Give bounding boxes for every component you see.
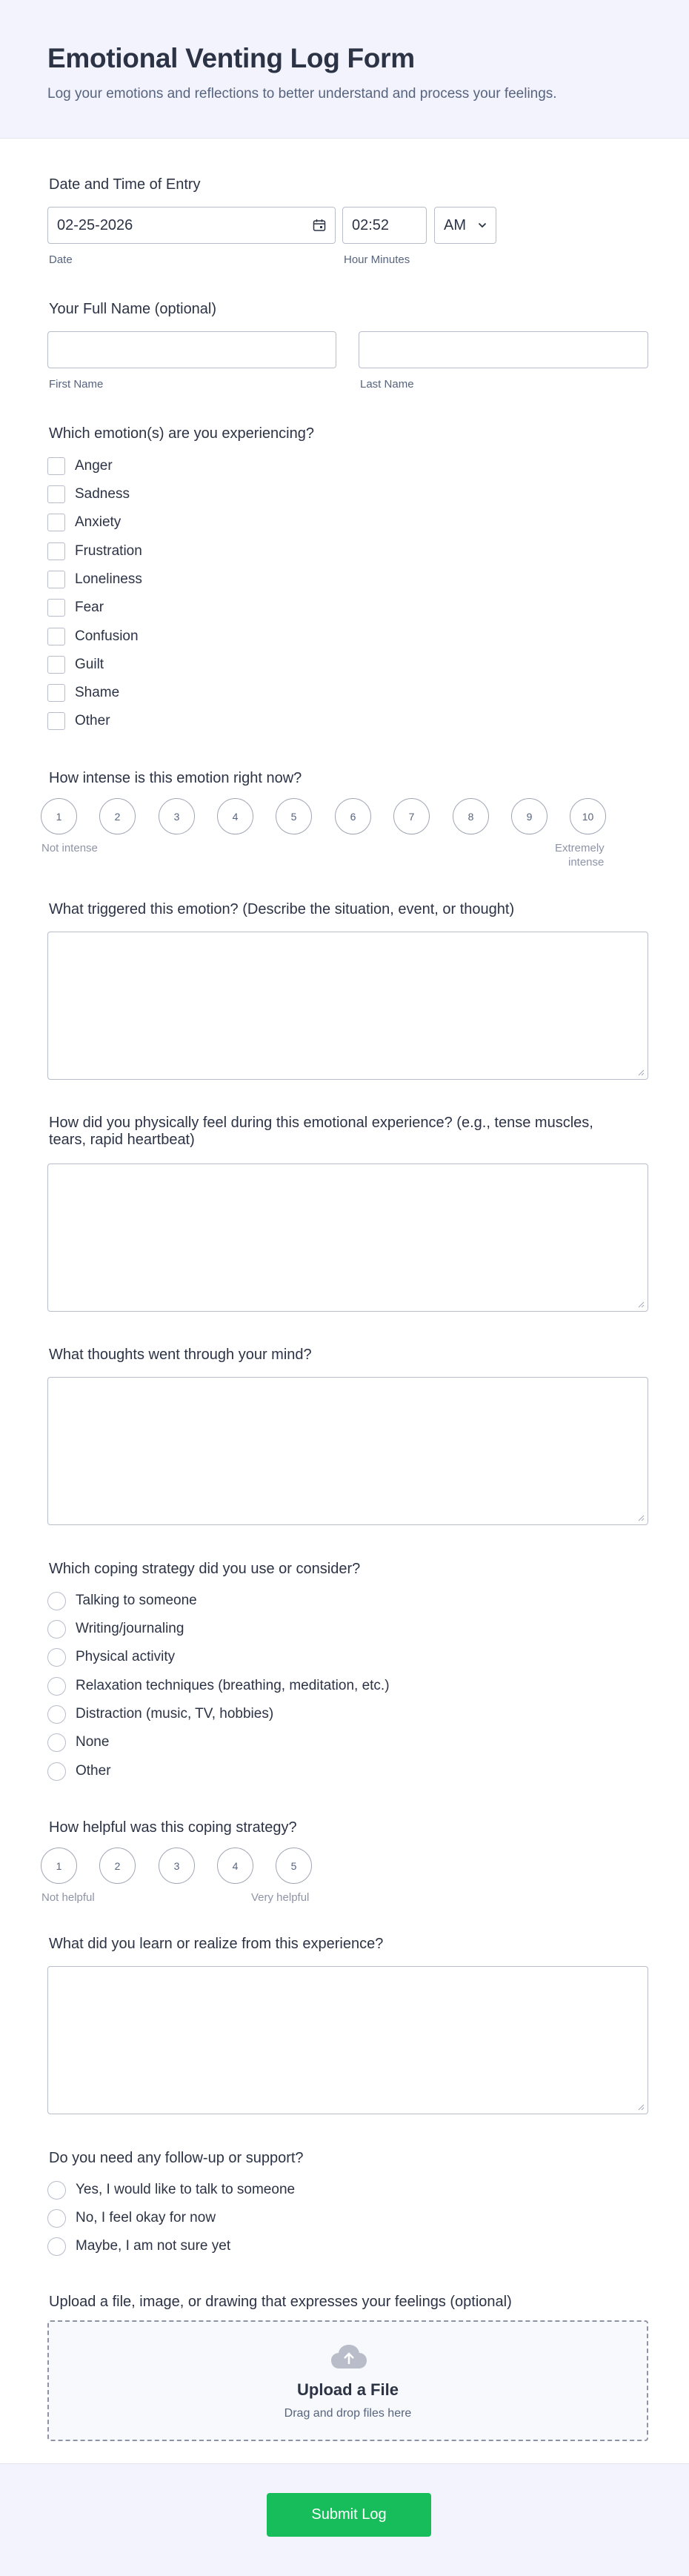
intensity-min-label: Not intense (41, 842, 98, 854)
checkbox[interactable] (47, 628, 65, 645)
checkbox[interactable] (47, 514, 65, 531)
emotion-option-label: Confusion (75, 628, 139, 644)
intensity-option[interactable]: 5 (276, 798, 312, 834)
coping-option-label: Writing/journaling (76, 1621, 184, 1636)
coping-option-label: Other (76, 1763, 111, 1779)
followup-option[interactable] (47, 2180, 295, 2200)
time-value: 02:52 (352, 216, 390, 233)
last-name-input[interactable] (359, 331, 648, 368)
checkbox[interactable] (47, 712, 65, 730)
radio-button[interactable] (47, 1592, 66, 1610)
first-name-input[interactable] (47, 331, 336, 368)
upload-hint: Drag and drop files here (284, 2407, 412, 2420)
coping-option-label: Talking to someone (76, 1593, 197, 1608)
helpful-option[interactable]: 2 (99, 1848, 136, 1884)
coping-option-label: Physical activity (76, 1649, 176, 1664)
emotion-option-label: Loneliness (75, 571, 142, 587)
learned-label: What did you learn or realize from this experience? (49, 1936, 384, 1952)
emotion-option-label: Other (75, 713, 110, 728)
resize-handle-icon[interactable] (637, 1301, 645, 1308)
emotion-option[interactable] (47, 655, 104, 674)
cloud-upload-icon (330, 2344, 367, 2369)
thoughts-label: What thoughts went through your mind? (49, 1347, 312, 1363)
emotion-option-label: Anxiety (75, 514, 122, 530)
emotions-label: Which emotion(s) are you experiencing? (49, 425, 314, 442)
radio-button[interactable] (47, 2209, 66, 2228)
date-value: 02-25-2026 (57, 216, 133, 233)
ampm-select[interactable] (434, 207, 496, 244)
file-upload-dropzone[interactable] (47, 2320, 648, 2441)
upload-title: Upload a File (297, 2380, 399, 2399)
intensity-max-label-line1: Extremely (555, 842, 605, 854)
coping-option[interactable] (47, 1704, 273, 1724)
form-title: Emotional Venting Log Form (47, 43, 415, 73)
emotion-option[interactable] (47, 683, 119, 703)
coping-option[interactable] (47, 1762, 111, 1781)
intensity-option[interactable]: 10 (570, 798, 606, 834)
helpful-label: How helpful was this coping strategy? (49, 1819, 297, 1836)
resize-handle-icon[interactable] (637, 1069, 645, 1076)
coping-option[interactable] (47, 1676, 390, 1696)
coping-option-label: Distraction (music, TV, hobbies) (76, 1706, 274, 1722)
emotion-option-label: Shame (75, 685, 120, 700)
form-header (0, 0, 689, 139)
emotion-option-label: Frustration (75, 543, 142, 559)
helpful-min-label: Not helpful (41, 1891, 95, 1904)
date-time-label: Date and Time of Entry (49, 176, 201, 193)
radio-button[interactable] (47, 1677, 66, 1696)
intensity-label: How intense is this emotion right now? (49, 770, 302, 786)
name-label: Your Full Name (optional) (49, 301, 217, 317)
intensity-option[interactable]: 1 (41, 798, 77, 834)
checkbox[interactable] (47, 571, 65, 588)
time-input[interactable] (342, 207, 427, 244)
checkbox[interactable] (47, 457, 65, 475)
coping-option-label: None (76, 1734, 110, 1750)
intensity-option[interactable]: 9 (511, 798, 547, 834)
radio-button[interactable] (47, 1733, 66, 1752)
time-sublabel: Hour Minutes (344, 253, 410, 266)
radio-button[interactable] (47, 1620, 66, 1639)
physical-label-line1: How did you physically feel during this emotional experience? (e.g., tense muscles, (49, 1115, 593, 1131)
resize-handle-icon[interactable] (637, 2103, 645, 2111)
radio-button[interactable] (47, 1648, 66, 1667)
intensity-option[interactable]: 4 (217, 798, 253, 834)
coping-label: Which coping strategy did you use or consider? (49, 1561, 361, 1577)
coping-option-label: Relaxation techniques (breathing, meditation, etc.) (76, 1678, 390, 1693)
followup-option[interactable] (47, 2237, 230, 2256)
physical-textarea[interactable] (47, 1163, 648, 1312)
last-name-sublabel: Last Name (360, 378, 414, 391)
form-subtitle: Log your emotions and reflections to better understand and process your feelings. (47, 86, 557, 102)
trigger-label: What triggered this emotion? (Describe the situation, event, or thought) (49, 901, 515, 917)
emotion-option[interactable] (47, 711, 110, 731)
chevron-down-icon (478, 222, 487, 228)
calendar-icon[interactable] (313, 219, 326, 232)
helpful-max-label: Very helpful (251, 1891, 310, 1904)
physical-label-line2: tears, rapid heartbeat) (49, 1132, 195, 1148)
first-name-sublabel: First Name (49, 378, 104, 391)
followup-option[interactable] (47, 2208, 216, 2228)
emotion-option[interactable] (47, 598, 104, 617)
resize-handle-icon[interactable] (637, 1514, 645, 1521)
emotion-option-label: Anger (75, 458, 113, 474)
emotion-option[interactable] (47, 457, 113, 476)
checkbox[interactable] (47, 684, 65, 702)
intensity-option[interactable]: 7 (393, 798, 430, 834)
radio-button[interactable] (47, 1762, 66, 1781)
trigger-textarea[interactable] (47, 932, 648, 1080)
date-sublabel: Date (49, 253, 73, 266)
intensity-option[interactable]: 8 (453, 798, 489, 834)
submit-button[interactable]: Submit Log (267, 2493, 431, 2537)
helpful-option[interactable]: 5 (276, 1848, 312, 1884)
followup-label: Do you need any follow-up or support? (49, 2150, 304, 2166)
date-input[interactable] (47, 207, 336, 244)
emotion-option-label: Fear (75, 600, 104, 615)
form-footer (0, 2463, 689, 2576)
emotion-option-label: Sadness (75, 486, 130, 502)
checkbox[interactable] (47, 485, 65, 503)
ampm-value: AM (444, 216, 466, 233)
helpful-option[interactable]: 1 (41, 1848, 77, 1884)
coping-option[interactable] (47, 1619, 184, 1639)
form-body (0, 139, 689, 2436)
upload-label: Upload a file, image, or drawing that expresses your feelings (optional) (49, 2294, 512, 2310)
emotion-option[interactable] (47, 627, 139, 646)
followup-option-label: Yes, I would like to talk to someone (76, 2182, 296, 2197)
radio-button[interactable] (47, 2237, 66, 2256)
helpful-option[interactable]: 4 (217, 1848, 253, 1884)
intensity-max-label-line2: intense (568, 856, 605, 869)
checkbox[interactable] (47, 599, 65, 617)
intensity-option[interactable]: 2 (99, 798, 136, 834)
coping-option[interactable] (47, 1733, 109, 1752)
coping-option[interactable] (47, 1647, 175, 1667)
coping-option[interactable] (47, 1591, 197, 1610)
checkbox[interactable] (47, 542, 65, 560)
emotion-option-label: Guilt (75, 657, 104, 672)
learned-textarea[interactable] (47, 1966, 648, 2114)
emotion-option[interactable] (47, 513, 121, 532)
followup-option-label: No, I feel okay for now (76, 2210, 216, 2225)
thoughts-textarea[interactable] (47, 1377, 648, 1525)
emotion-option[interactable] (47, 570, 142, 589)
helpful-option[interactable]: 3 (159, 1848, 195, 1884)
emotion-option[interactable] (47, 485, 130, 504)
radio-button[interactable] (47, 1705, 66, 1724)
checkbox[interactable] (47, 656, 65, 674)
radio-button[interactable] (47, 2181, 66, 2200)
intensity-option[interactable]: 6 (335, 798, 371, 834)
followup-option-label: Maybe, I am not sure yet (76, 2238, 231, 2254)
emotion-option[interactable] (47, 542, 142, 561)
intensity-option[interactable]: 3 (159, 798, 195, 834)
